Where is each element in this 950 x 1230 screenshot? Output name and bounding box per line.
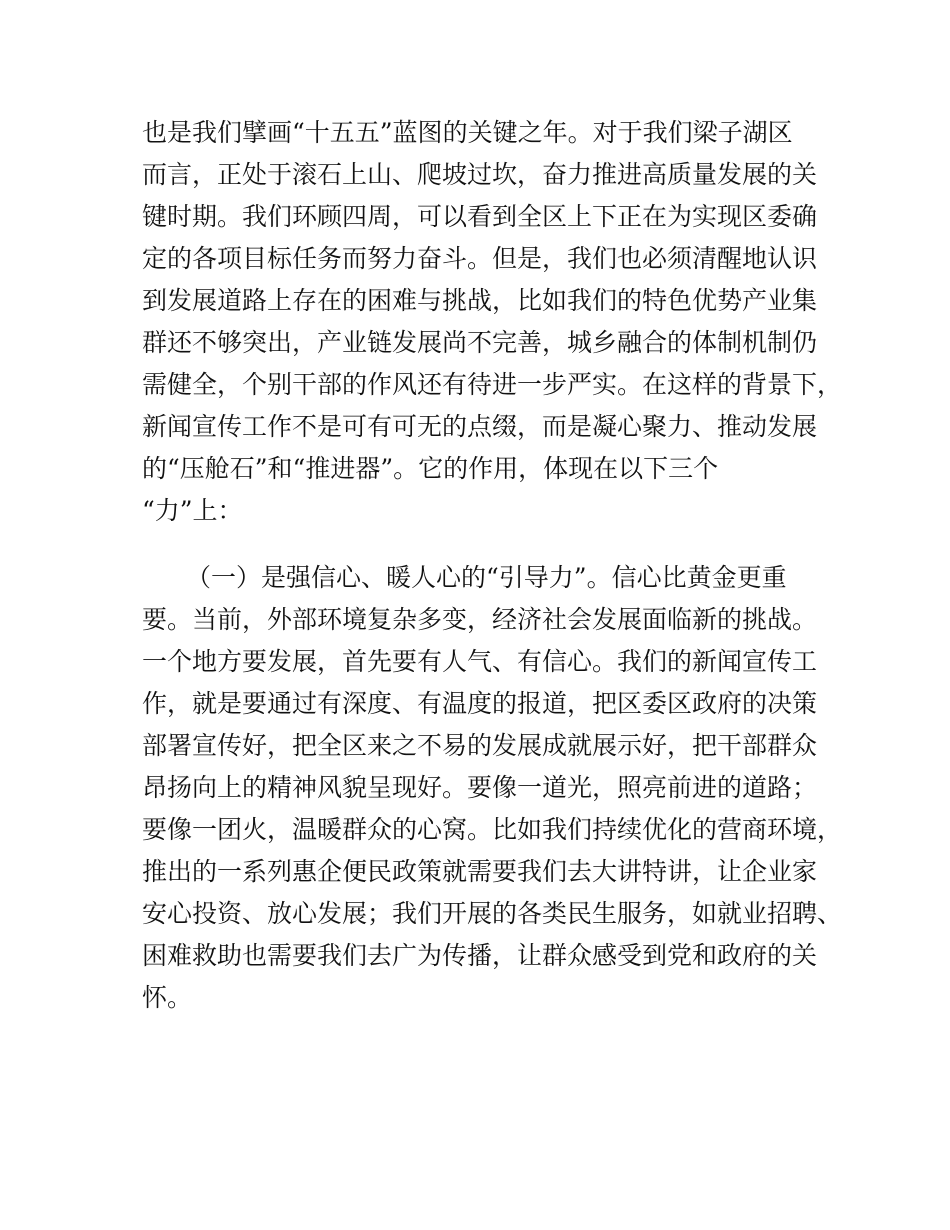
text-line: 安心投资、放心发展；我们开展的各类民生服务，如就业招聘、 — [142, 899, 843, 928]
text-line: 也是我们擘画“十五五”蓝图的关键之年。对于我们梁子湖区 — [142, 118, 793, 147]
text-line: 到发展道路上存在的困难与挑战，比如我们的特色优势产业集 — [142, 286, 818, 315]
paragraph-2 — [142, 557, 843, 1019]
text-line: （一）是强信心、暖人心的“引导力”。信心比黄金更重 — [186, 563, 787, 592]
text-line: 昂扬向上的精神风貌呈现好。要像一道光，照亮前进的道路； — [142, 773, 818, 802]
text-line: “力”上： — [142, 496, 243, 525]
text-line: 键时期。我们环顾四周，可以看到全区上下正在为实现区委确 — [142, 202, 818, 231]
text-line: 困难救助也需要我们去广为传播，让群众感受到党和政府的关 — [142, 941, 818, 970]
text-line: 需健全，个别干部的作风还有待进一步严实。在这样的背景下， — [142, 370, 843, 399]
text-line: 一个地方要发展，首先要有人气、有信心。我们的新闻宣传工 — [142, 647, 818, 676]
text-line: 要像一团火，温暖群众的心窝。比如我们持续优化的营商环境， — [142, 815, 843, 844]
text-line: 部署宣传好，把全区来之不易的发展成就展示好，把干部群众 — [142, 731, 818, 760]
paragraph-1 — [142, 112, 843, 532]
text-line: 作，就是要通过有深度、有温度的报道，把区委区政府的决策 — [142, 689, 818, 718]
paragraph-gap — [142, 532, 832, 557]
text-line: 定的各项目标任务而努力奋斗。但是，我们也必须清醒地认识 — [142, 244, 818, 273]
text-line: 推出的一系列惠企便民政策就需要我们去大讲特讲，让企业家 — [142, 857, 818, 886]
text-line: 的“压舱石”和“推进器”。它的作用，体现在以下三个 — [142, 454, 719, 483]
document-body — [142, 112, 843, 1019]
text-line: 要。当前，外部环境复杂多变，经济社会发展面临新的挑战。 — [142, 605, 818, 634]
text-line: 群还不够突出，产业链发展尚不完善，城乡融合的体制机制仍 — [142, 328, 818, 357]
text-line: 怀。 — [142, 983, 193, 1012]
text-line: 而言，正处于滚石上山、爬坡过坎，奋力推进高质量发展的关 — [142, 160, 818, 189]
text-line: 新闻宣传工作不是可有可无的点缀，而是凝心聚力、推动发展 — [142, 412, 818, 441]
